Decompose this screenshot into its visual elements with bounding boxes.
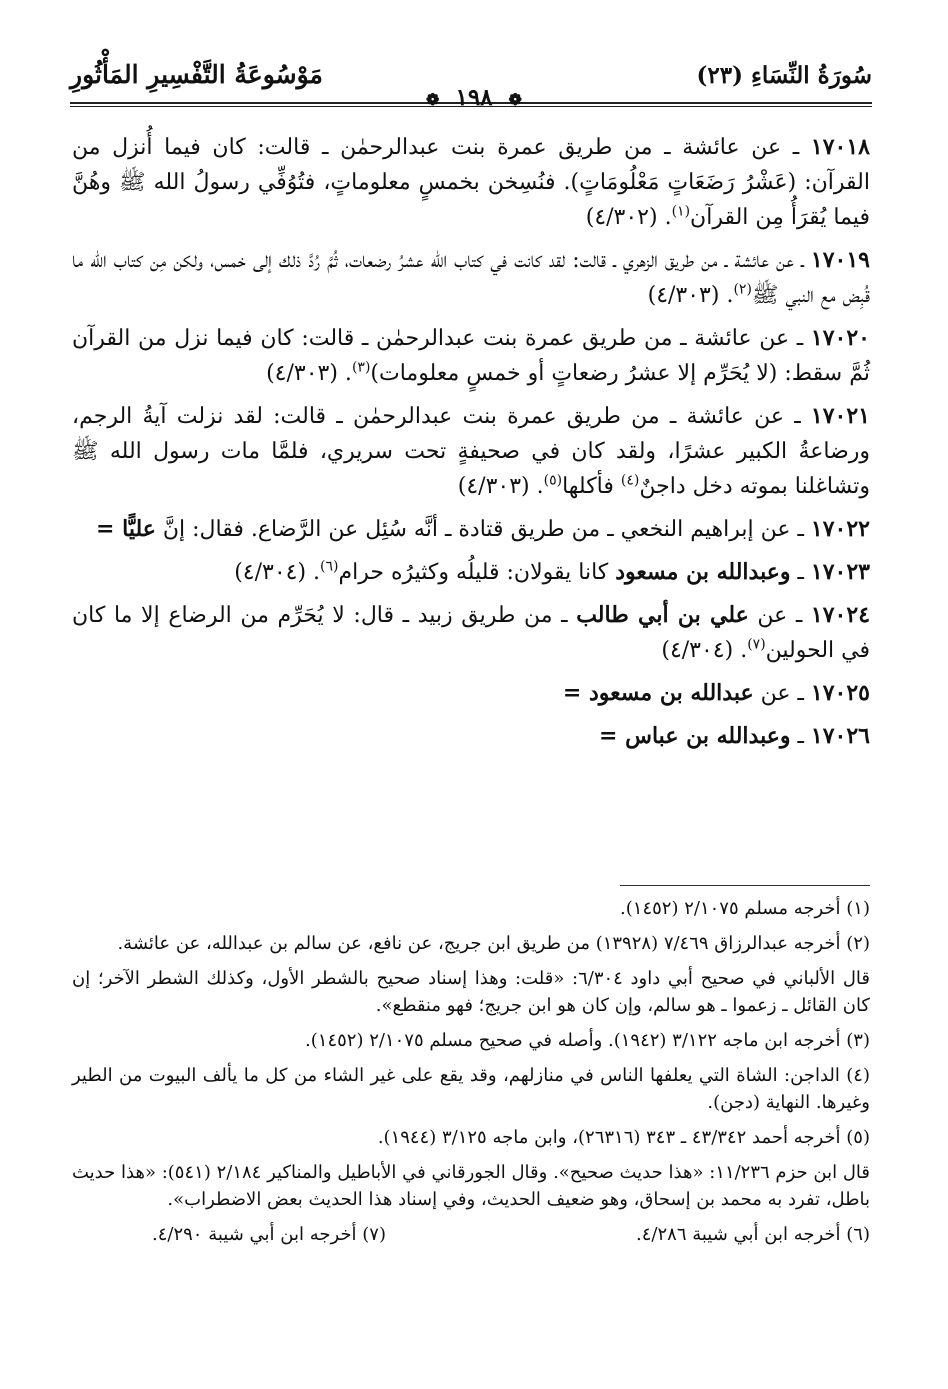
footnote-7: (٧) أخرجه ابن أبي شيبة ٤/٢٩٠. (152, 1224, 386, 1245)
entry-text-continued: فأكلها (562, 474, 621, 499)
entry-number: ١٧٠٢٢ (810, 516, 870, 542)
entry-prefix: ـ عن (748, 603, 811, 628)
footnote-2-comment: قال الألباني في صحيح أبي داود ٦/٣٠٤: «قلت: وهذا إسناد صحيح بالشطر الأول، وكذلك الشطر الآخر؛ إن كان القائل ـ زعموا ـ هو سالم، وإن كان هو ابن جريج؛ فهو منقطع». (72, 968, 870, 1016)
entry-17018 (72, 130, 870, 235)
footnotes (72, 895, 870, 1248)
ornament-icon: ❁ (426, 90, 440, 109)
footnote-row-6-7 (72, 1221, 870, 1248)
entry-text: كانا يقولان: قليلُه وكثيرُه حرام (338, 560, 616, 585)
footnote-marker: (٣) (351, 359, 371, 376)
entry-number: ١٧٠٢٦ (810, 723, 870, 749)
book-title: مَوْسُوعَةُ التَّفْسِيرِ المَأْثُورِ (70, 60, 323, 89)
entry-number: ١٧٠٢٠ (810, 325, 870, 351)
entry-reference: . (٤/٣٠٤) (661, 638, 748, 663)
footnote-marker: (٦) (320, 558, 339, 575)
entry-name: عليًّا = (96, 516, 156, 542)
entry-text: ـ من طريق زبيد ـ قال: لا يُحَرِّم من الرضاع إلا ما كان في الحولين (72, 603, 870, 663)
entry-17025 (72, 676, 870, 711)
entry-number: ١٧٠٢١ (810, 403, 870, 429)
entry-prefix: ـ (790, 724, 811, 749)
entry-number: ١٧٠٢٤ (810, 602, 871, 628)
entry-17021 (72, 399, 870, 504)
main-text (72, 130, 870, 762)
entry-17024 (72, 598, 870, 668)
entry-number: ١٧٠١٩ (810, 247, 870, 273)
entry-17023 (72, 555, 870, 590)
footnote-5-comment: قال ابن حزم ١١/٢٣٦: «هذا حديث صحيح». وقال الجورقاني في الأباطيل والمناكير ٢/١٨٤ (٥٤١): «هذا حديث باطل، تفرد به محمد بن إسحاق، وهو ضعيف الحديث، وفي إسناد هذا الحديث بعض الاضطراب». (72, 1162, 871, 1210)
entry-prefix: ـ عن (753, 681, 811, 706)
entry-name: وعبدالله بن عباس = (599, 723, 791, 749)
footnote-marker: (٥) (543, 472, 563, 489)
entry-reference: . (٤/٣٠٢) (585, 205, 672, 230)
footnote-3: (٣) أخرجه ابن ماجه ٣/١٢٢ (١٩٤٢). وأصله في صحيح مسلم ٢/١٠٧٥ (١٤٥٢). (305, 1030, 870, 1051)
footnote-4: (٤) الداجن: الشاة التي يعلفها الناس في منازلهم، وقد يقع على غير الشاء من كل ما يألف البيوت من الطير وغيرها. النهاية (دجن). (72, 1065, 870, 1113)
ornament-icon: ❁ (508, 90, 522, 109)
entry-number: ١٧٠٢٥ (810, 680, 870, 706)
entry-text: ـ عن عائشة ـ من طريق عمرة بنت عبدالرحمٰن ـ قالت: لقد نزلت آيةُ الرجم، ورضاعةُ الكبير عشرًا، ولقد كان في صحيفةٍ تحت سريري، فلمَّا مات رسول الله ﷺ وتشاغلنا بموته دخل داجنٌ (72, 404, 870, 499)
entry-17019 (72, 243, 870, 313)
entry-text: ـ عن إبراهيم النخعي ـ من طريق قتادة ـ أنَّه سُئِل عن الرَّضاع. فقال: إنَّ (155, 517, 811, 542)
entry-17020 (72, 321, 870, 391)
surah-title: سُورَةُ النِّسَاءِ (٢٣) (696, 62, 872, 89)
entry-text: ـ عن عائشة ـ من طريق الزهري ـ قالت: لقد كانت في كتاب الله عشرُ رضعات، ثُمَّ رُدَّ ذلك إلى خمس، ولكن مِن كتاب الله ما قُبِض مع النبي ﷺ (72, 248, 870, 308)
entry-reference: . (٤/٣٠٣) (457, 474, 544, 499)
footnote-marker: (٧) (747, 636, 766, 653)
footnote-marker: (٤) (620, 472, 640, 489)
entry-name: وعبدالله بن مسعود (615, 559, 791, 585)
entry-text: ـ عن عائشة ـ من طريق عمرة بنت عبدالرحمٰن ـ قالت: كان فيما أُنزل من القرآن: (عَشْرُ رَضَعَاتٍ مَعْلُومَاتٍ). فنُسِخن بخمسٍ معلوماتٍ، فتُوُفِّي رسولُ الله ﷺ وهُنَّ فيما يُقرَأُ مِن القرآن (72, 135, 870, 230)
entry-name: علي بن أبي طالب (576, 602, 749, 628)
entry-reference: . (٤/٣٠٤) (234, 560, 321, 585)
footnote-1: (١) أخرجه مسلم ٢/١٠٧٥ (١٤٥٢). (620, 898, 870, 919)
entry-name: عبدالله بن مسعود = (562, 680, 754, 706)
entry-reference: . (٤/٣٠٣) (647, 283, 734, 308)
entry-number: ١٧٠٢٣ (810, 559, 870, 585)
entry-text: ـ عن عائشة ـ من طريق عمرة بنت عبدالرحمٰن ـ قالت: كان فيما نزل من القرآن ثُمَّ سقط: (لا يُحَرِّم إلا عشرُ رضعاتٍ أو خمسٍ معلومات) (72, 326, 870, 386)
entry-17026 (72, 719, 870, 754)
footnote-marker: (٢) (733, 281, 752, 298)
page-number-line (0, 84, 948, 111)
page-number: ١٩٨ (455, 84, 493, 111)
entry-number: ١٧٠١٨ (810, 134, 870, 160)
entry-17022 (72, 512, 870, 547)
footnote-2: (٢) أخرجه عبدالرزاق ٧/٤٦٩ (١٣٩٢٨) من طريق ابن جريج، عن نافع، عن سالم بن عبدالله، عن عائشة. (117, 933, 870, 954)
footnote-marker: (١) (671, 203, 691, 220)
footnote-separator (620, 885, 870, 886)
footnote-5: (٥) أخرجه أحمد ٤٣/٣٤٢ ـ ٣٤٣ (٢٦٣١٦)، وابن ماجه ٣/١٢٥ (١٩٤٤). (377, 1127, 870, 1148)
entry-reference: . (٤/٣٠٣) (266, 361, 352, 386)
entry-prefix: ـ (790, 560, 811, 585)
footnote-6: (٦) أخرجه ابن أبي شيبة ٤/٢٨٦. (636, 1224, 870, 1245)
